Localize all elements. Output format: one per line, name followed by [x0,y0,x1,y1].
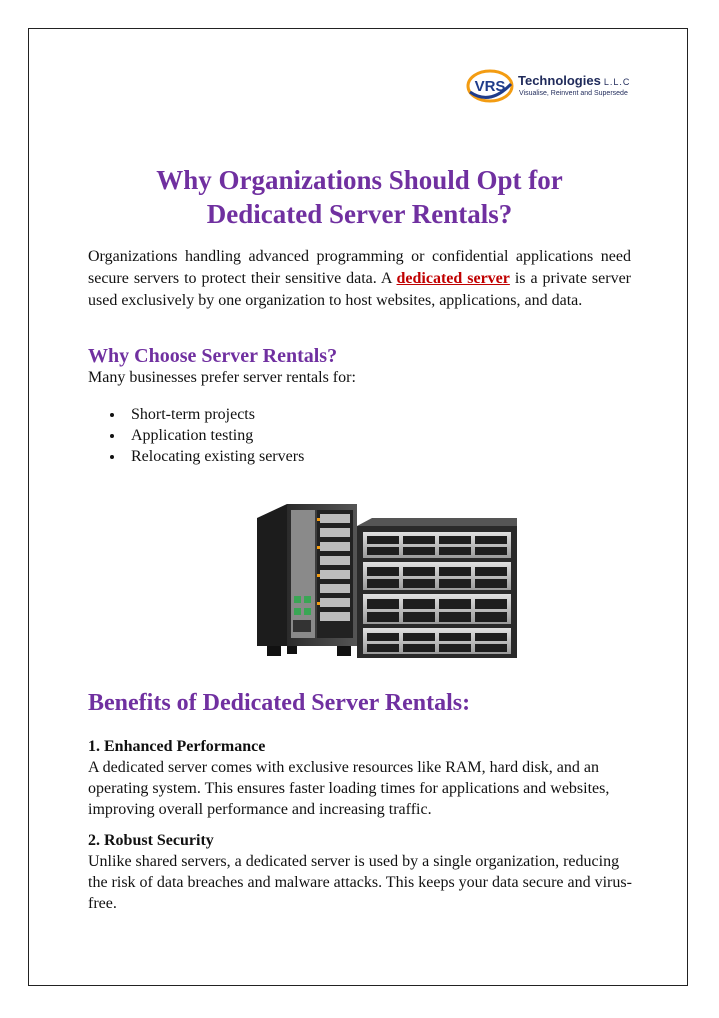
benefits-heading: Benefits of Dedicated Server Rentals: [88,690,471,716]
benefit-title: 2. Robust Security [88,832,214,849]
why-heading: Why Choose Server Rentals? [88,345,338,367]
vrs-logo-icon [465,66,521,106]
intro-paragraph: Organizations handling advanced programming or confidential applications need secure servers to protect their sensitive data. A dedicated server is a private server used exclusively by one organization to host websites, applications, and data. [88,248,632,309]
benefit-security [88,830,638,914]
svg-text:VRS: VRS [474,78,506,95]
list-item: Application testing [106,425,304,446]
benefit-title: 1. Enhanced Performance [88,738,266,755]
why-subtext: Many businesses prefer server rentals for: [88,369,356,386]
list-item: Short-term projects [106,404,304,425]
logo-tagline: Visualise, Reinvent and Supersede [519,90,628,97]
reasons-list [106,404,304,467]
benefit-performance [88,736,638,820]
benefit-text: A dedicated server comes with exclusive resources like RAM, hard disk, and an operating system. This ensures faster loading times for applications and websites, improving overall performance and increasing traffic. [88,759,610,818]
benefit-text: Unlike shared servers, a dedicated server is used by a single organization, reducing the risk of data breaches and malware attacks. This keeps your data secure and virus-free. [88,853,632,912]
page-title: Why Organizations Should Opt for Dedicated Server Rentals? [156,165,563,229]
logo-name: Technologies L.L.C [518,73,631,88]
server-hardware-image [247,496,525,664]
company-logo [465,66,645,106]
dedicated-server-link[interactable]: dedicated server [396,270,510,287]
list-item: Relocating existing servers [106,446,304,467]
